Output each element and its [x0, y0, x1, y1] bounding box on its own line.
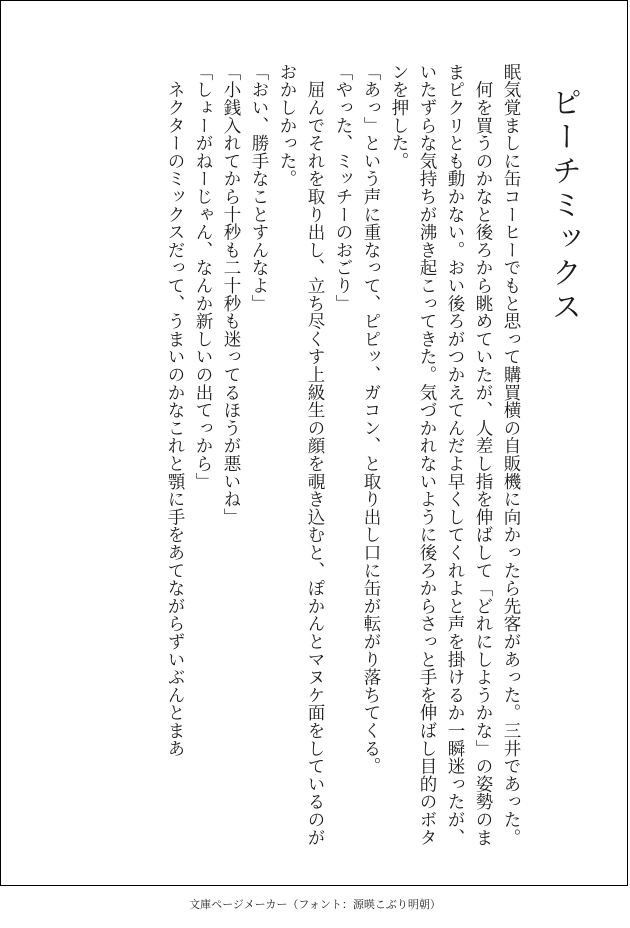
footer-credit: 文庫ページメーカー（フォント：源暎こぶり明朝） — [189, 898, 441, 911]
title-spacer — [525, 63, 543, 853]
paragraph-6: 「おい、勝手なことすんなよ」 — [249, 63, 269, 313]
paragraph-2: 何を買うのかなと後ろから眺めていたが、人差し指を伸ばして「どれにしようかな」の姿勢のままピクリとも動かない。おい後ろがつかえてんだよ早くしてくれよと声を掛けるか一瞬迷ったが、いたずらな気持ちが沸き起こってきた。気づかれないように後ろからさっと手を伸ばし目的のボタンを押した。 — [389, 63, 493, 847]
story-title: ピーチミックス — [546, 87, 581, 325]
paragraph-5: 屈んでそれを取り出し、立ち尽くす上級生の顔を覗き込むと、ぽかんとマヌケ面をしているのがおかしかった。 — [277, 63, 325, 847]
paragraph-8: 「しょーがねーじゃん、なんか新しいの出てっから」 — [193, 63, 213, 491]
paragraph-7: 「小銭入れてから十秒も二十秒も迷ってるほうが悪いね」 — [221, 63, 241, 526]
paragraph-1: 眠気覚ましに缶コーヒーでもと思って購買横の自販機に向かったら先客があった。三井であった。 — [501, 63, 521, 847]
paragraph-9: ネクターのミックスだって、うまいのかなこれと顎に手をあてながらずいぶんとまあ — [165, 63, 185, 758]
paragraph-4: 「やった、ミッチーのおごり」 — [333, 63, 353, 313]
vertical-text-body — [161, 63, 587, 853]
paragraph-3: 「あっ」という声に重なって、ピピッ、ガコン、と取り出し口に缶が転がり落ちてくる。 — [361, 63, 381, 775]
